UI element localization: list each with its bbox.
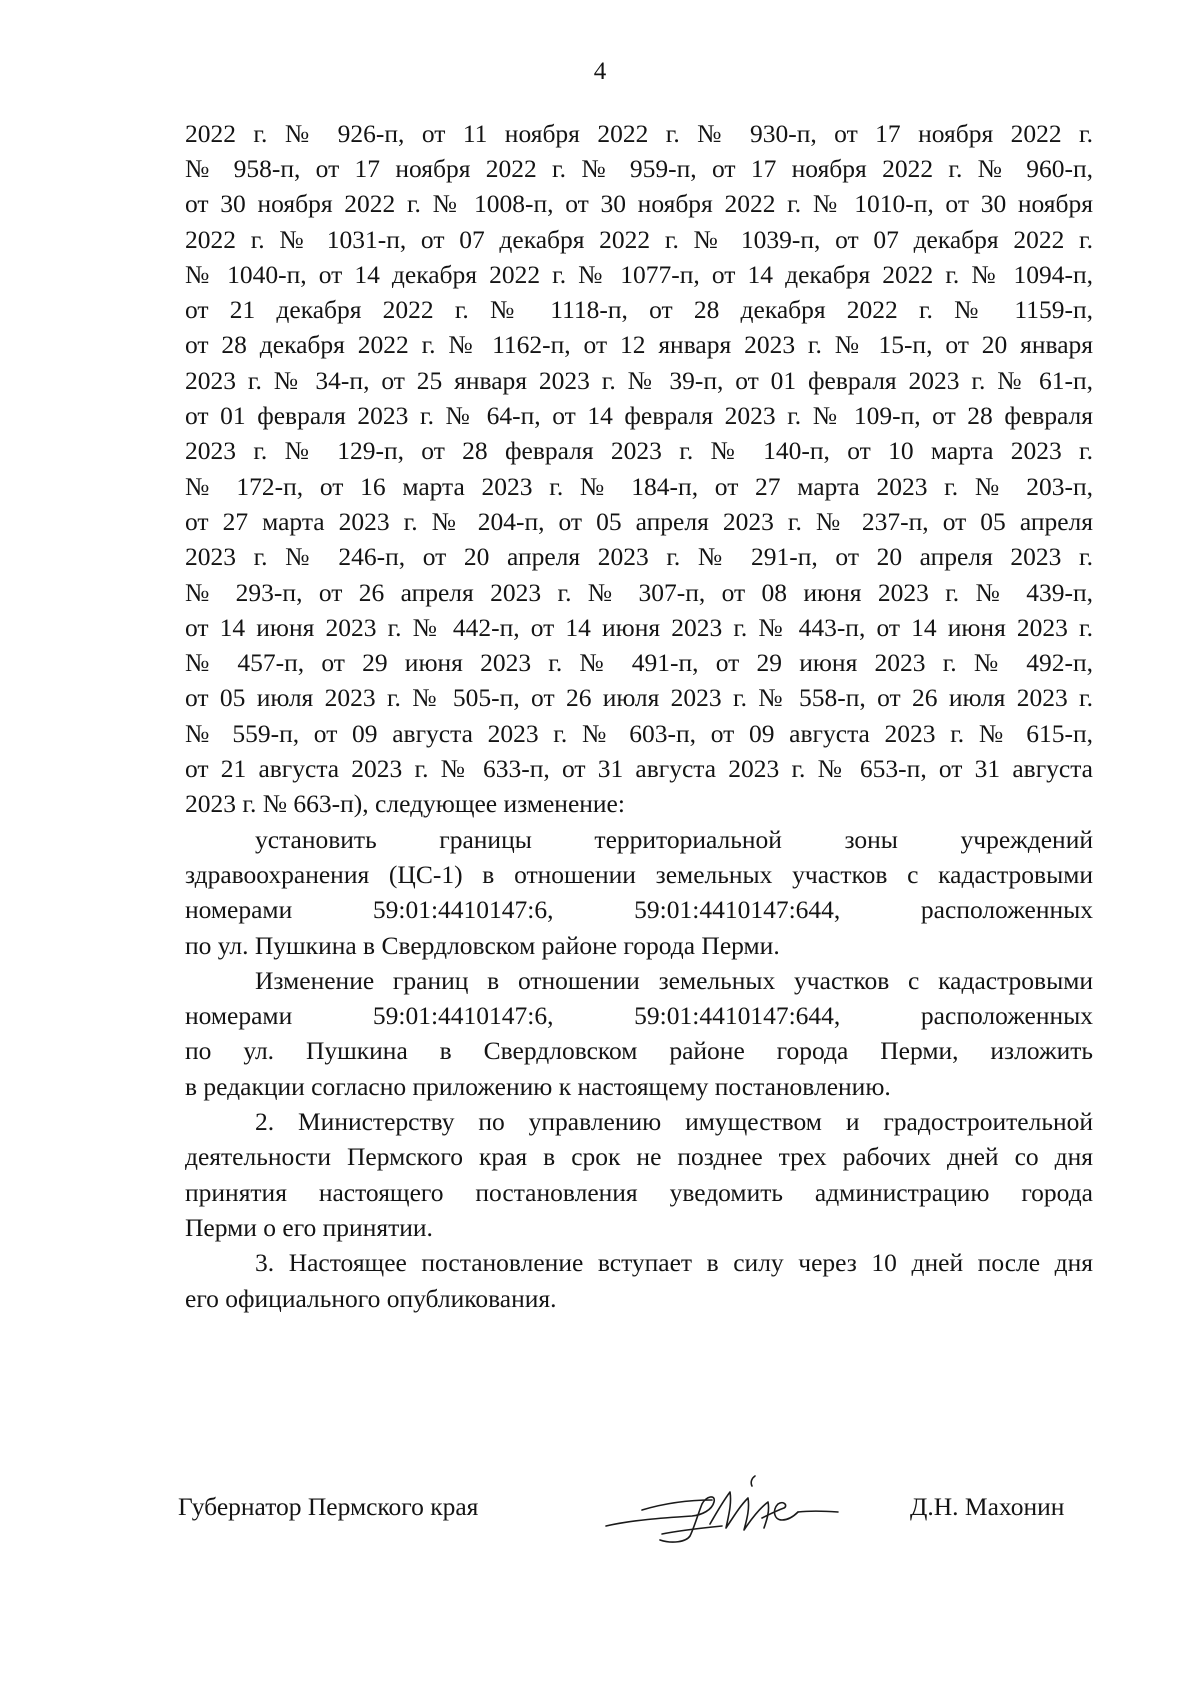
- text-line: от 01 февраля 2023 г. № 64-п, от 14 февраля 2023 г. № 109-п, от 28 февраля: [185, 401, 1093, 431]
- signer-name: Д.Н. Махонин: [910, 1492, 1065, 1521]
- text-line: номерами 59:01:4410147:6, 59:01:4410147:644, расположенных: [185, 895, 1093, 925]
- text-line: Перми о его принятии.: [185, 1212, 433, 1242]
- page-number: 4: [593, 58, 607, 85]
- text-line: 2022 г. № 926-п, от 11 ноября 2022 г. № 930-п, от 17 ноября 2022 г.: [185, 119, 1093, 148]
- signer-position: Губернатор Пермского края: [178, 1492, 479, 1521]
- text-line: 3. Настоящее постановление вступает в силу через 10 дней после дня: [255, 1248, 1093, 1278]
- text-line: № 958-п, от 17 ноября 2022 г. № 959-п, от 17 ноября 2022 г. № 960-п,: [185, 154, 1093, 183]
- document-body: [185, 117, 1093, 1316]
- text-line: 2023 г. № 129-п, от 28 февраля 2023 г. № 140-п, от 10 марта 2023 г.: [185, 436, 1093, 466]
- text-line: от 30 ноября 2022 г. № 1008-п, от 30 ноября 2022 г. № 1010-п, от 30 ноября: [185, 189, 1093, 219]
- text-line: по ул. Пушкина в Свердловском районе города Перми.: [185, 930, 780, 960]
- text-line: его официального опубликования.: [185, 1283, 557, 1313]
- text-line: номерами 59:01:4410147:6, 59:01:4410147:644, расположенных: [185, 1001, 1093, 1031]
- text-line: от 14 июня 2023 г. № 442-п, от 14 июня 2023 г. № 443-п, от 14 июня 2023 г.: [185, 612, 1093, 642]
- text-line: в редакции согласно приложению к настоящему постановлению.: [185, 1071, 891, 1101]
- text-line: № 293-п, от 26 апреля 2023 г. № 307-п, от 08 июня 2023 г. № 439-п,: [185, 577, 1093, 607]
- text-line: 2023 г. № 663-п), следующее изменение:: [185, 789, 625, 819]
- text-line: принятия настоящего постановления уведомить администрацию города: [185, 1177, 1093, 1207]
- text-line: по ул. Пушкина в Свердловском районе города Перми, изложить: [185, 1036, 1093, 1066]
- text-line: установить границы территориальной зоны учреждений: [255, 824, 1093, 854]
- text-line: от 27 марта 2023 г. № 204-п, от 05 апреля 2023 г. № 237-п, от 05 апреля: [185, 506, 1093, 536]
- text-line: № 172-п, от 16 марта 2023 г. № 184-п, от 27 марта 2023 г. № 203-п,: [185, 471, 1093, 501]
- text-line: здравоохранения (ЦС-1) в отношении земельных участков с кадастровыми: [185, 859, 1093, 889]
- signature-block: [0, 1480, 1200, 1560]
- text-line: № 1040-п, от 14 декабря 2022 г. № 1077-п, от 14 декабря 2022 г. № 1094-п,: [185, 259, 1093, 289]
- text-line: 2023 г. № 34-п, от 25 января 2023 г. № 39-п, от 01 февраля 2023 г. № 61-п,: [185, 365, 1093, 395]
- text-line: деятельности Пермского края в срок не позднее трех рабочих дней со дня: [185, 1142, 1093, 1172]
- text-line: 2022 г. № 1031-п, от 07 декабря 2022 г. № 1039-п, от 07 декабря 2022 г.: [185, 224, 1093, 254]
- text-line: от 28 декабря 2022 г. № 1162-п, от 12 января 2023 г. № 15-п, от 20 января: [185, 330, 1093, 360]
- text-line: № 559-п, от 09 августа 2023 г. № 603-п, от 09 августа 2023 г. № 615-п,: [185, 718, 1093, 748]
- handwritten-signature: [602, 1470, 842, 1560]
- text-line: Изменение границ в отношении земельных участков с кадастровыми: [255, 965, 1093, 995]
- text-line: № 457-п, от 29 июня 2023 г. № 491-п, от 29 июня 2023 г. № 492-п,: [185, 648, 1093, 678]
- text-line: от 21 августа 2023 г. № 633-п, от 31 августа 2023 г. № 653-п, от 31 августа: [185, 754, 1093, 784]
- text-line: от 05 июля 2023 г. № 505-п, от 26 июля 2023 г. № 558-п, от 26 июля 2023 г.: [185, 683, 1093, 713]
- text-line: 2023 г. № 246-п, от 20 апреля 2023 г. № 291-п, от 20 апреля 2023 г.: [185, 542, 1093, 572]
- text-line: 2. Министерству по управлению имуществом и градостроительной: [255, 1107, 1093, 1137]
- text-line: от 21 декабря 2022 г. № 1118-п, от 28 декабря 2022 г. № 1159-п,: [185, 295, 1093, 325]
